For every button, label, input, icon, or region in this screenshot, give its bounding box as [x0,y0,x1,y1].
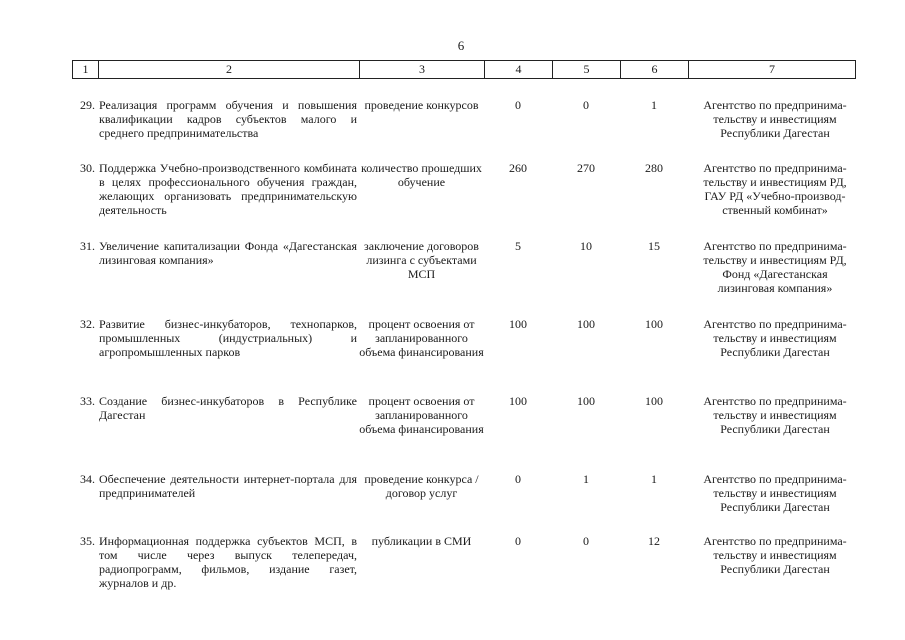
header-col-3: 3 [359,61,484,78]
responsible-agency: Агентство по предпринима-тельству и инвестициям Республики Дагестан [703,394,847,436]
row-number: 32. [80,317,95,331]
responsible-agency: Агентство по предпринима-тельству и инвестициям РД, ГАУ РД «Учебно-производ-ственный комбинат» [703,161,847,217]
row-number: 29. [80,98,95,112]
measure-name: Реализация программ обучения и повышения квалификации кадров субъектов малого и среднего предпринимательства [99,98,357,140]
responsible-agency: Агентство по предпринима-тельству и инвестициям Республики Дагестан [703,317,847,359]
measure-name: Информационная поддержка субъектов МСП, в том числе через выпуск телепередач, радиопрограмм, фильмов, издание газет, журналов и др. [99,534,357,590]
indicator: количество прошедших обучение [361,161,482,189]
indicator: процент освоения от запланированного объема финансирования [359,394,484,436]
indicator: проведение конкурсов [364,98,479,112]
value-col-5: 10 [580,239,592,253]
value-col-4: 260 [509,161,527,175]
value-col-4: 100 [509,317,527,331]
value-col-5: 1 [583,472,589,486]
indicator: заключение договоров лизинга с субъектами МСП [364,239,479,281]
responsible-agency: Агентство по предпринима-тельству и инвестициям РД, Фонд «Дагестанская лизинговая компания» [703,239,847,295]
measure-name: Увеличение капитализации Фонда «Дагестанская лизинговая компания» [99,239,357,267]
indicator: процент освоения от запланированного объема финансирования [359,317,484,359]
value-col-6: 1 [651,472,657,486]
measure-name: Развитие бизнес-инкубаторов, технопарков, промышленных (индустриальных) и агропромышленных парков [99,317,357,359]
value-col-6: 12 [648,534,660,548]
header-col-6: 6 [620,61,688,78]
row-number: 34. [80,472,95,486]
value-col-6: 1 [651,98,657,112]
responsible-agency: Агентство по предпринима-тельству и инвестициям Республики Дагестан [703,472,847,514]
value-col-6: 280 [645,161,663,175]
table-row [72,534,856,590]
header-col-4: 4 [484,61,552,78]
value-col-4: 0 [515,472,521,486]
value-col-6: 100 [645,394,663,408]
responsible-agency: Агентство по предпринима-тельству и инвестициям Республики Дагестан [703,534,847,576]
value-col-4: 5 [515,239,521,253]
value-col-4: 0 [515,98,521,112]
page-number: 6 [457,38,465,53]
table-header-row [72,60,856,79]
header-col-2: 2 [98,61,359,78]
header-col-7: 7 [688,61,856,78]
header-col-1: 1 [72,61,98,78]
measure-name: Создание бизнес-инкубаторов в Республике Дагестан [99,394,357,422]
table-row [72,394,856,436]
measure-name: Поддержка Учебно-производственного комбината в целях профессионального обучения граждан, желающих организовать предпринимательскую деятельность [99,161,357,217]
row-number: 31. [80,239,95,253]
responsible-agency: Агентство по предпринима-тельству и инвестициям Республики Дагестан [703,98,847,140]
table-row [72,161,856,217]
value-col-5: 0 [583,534,589,548]
value-col-5: 100 [577,394,595,408]
indicator: публикации в СМИ [371,534,472,548]
table-row [72,239,856,295]
indicator: проведение конкурса / договор услуг [364,472,479,500]
table-row [72,98,856,140]
value-col-5: 270 [577,161,595,175]
row-number: 33. [80,394,95,408]
value-col-4: 100 [509,394,527,408]
value-col-5: 100 [577,317,595,331]
table-row [72,317,856,359]
value-col-6: 100 [645,317,663,331]
row-number: 30. [80,161,95,175]
row-number: 35. [80,534,95,548]
value-col-4: 0 [515,534,521,548]
header-col-5: 5 [552,61,620,78]
table-row [72,472,856,514]
measure-name: Обеспечение деятельности интернет-портала для предпринимателей [99,472,357,500]
value-col-5: 0 [583,98,589,112]
value-col-6: 15 [648,239,660,253]
